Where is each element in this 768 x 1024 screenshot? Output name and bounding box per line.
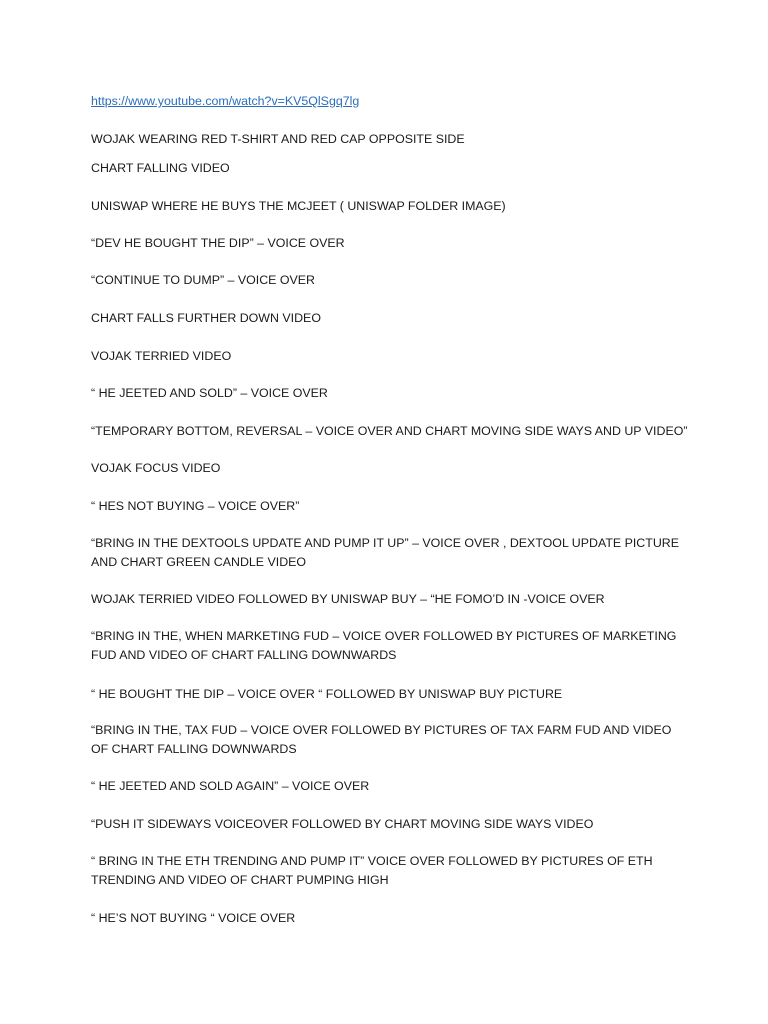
document-line: “PUSH IT SIDEWAYS VOICEOVER FOLLOWED BY CHART MOVING SIDE WAYS VIDEO xyxy=(91,817,594,831)
document-line: “ HE JEETED AND SOLD” – VOICE OVER xyxy=(91,386,328,400)
document-line: “ HES NOT BUYING – VOICE OVER” xyxy=(91,499,300,513)
document-line: “ HE BOUGHT THE DIP – VOICE OVER “ FOLLOWED BY UNISWAP BUY PICTURE xyxy=(91,687,563,701)
document-line: “BRING IN THE DEXTOOLS UPDATE AND PUMP IT UP” – VOICE OVER , DEXTOOL UPDATE PICTURE AND CHART GREEN CANDLE VIDEO xyxy=(91,536,679,569)
document-line: WOJAK WEARING RED T-SHIRT AND RED CAP OPPOSITE SIDE xyxy=(91,132,465,146)
document-line: “BRING IN THE, TAX FUD – VOICE OVER FOLLOWED BY PICTURES OF TAX FARM FUD AND VIDEO OF CHART FALLING DOWNWARDS xyxy=(91,723,672,756)
document-line: “TEMPORARY BOTTOM, REVERSAL – VOICE OVER AND CHART MOVING SIDE WAYS AND UP VIDEO” xyxy=(91,424,688,438)
document-line: CHART FALLS FURTHER DOWN VIDEO xyxy=(91,311,321,325)
document-line: “ HE JEETED AND SOLD AGAIN” – VOICE OVER xyxy=(91,779,370,793)
document-line: “DEV HE BOUGHT THE DIP” – VOICE OVER xyxy=(91,236,345,250)
document-line: “CONTINUE TO DUMP” – VOICE OVER xyxy=(91,273,315,287)
document-line: VOJAK TERRIED VIDEO xyxy=(91,349,232,363)
document-line: CHART FALLING VIDEO xyxy=(91,161,230,175)
document-line: UNISWAP WHERE HE BUYS THE MCJEET ( UNISWAP FOLDER IMAGE) xyxy=(91,199,506,213)
document-line: “ BRING IN THE ETH TRENDING AND PUMP IT” VOICE OVER FOLLOWED BY PICTURES OF ETH TRENDING AND VIDEO OF CHART PUMPING HIGH xyxy=(91,854,653,887)
document-line: “ HE’S NOT BUYING “ VOICE OVER xyxy=(91,911,296,925)
document-line: WOJAK TERRIED VIDEO FOLLOWED BY UNISWAP BUY – “HE FOMO’D IN -VOICE OVER xyxy=(91,592,605,606)
document-line: “BRING IN THE, WHEN MARKETING FUD – VOICE OVER FOLLOWED BY PICTURES OF MARKETING FUD AND VIDEO OF CHART FALLING DOWNWARDS xyxy=(91,629,677,662)
document-line: VOJAK FOCUS VIDEO xyxy=(91,461,221,475)
youtube-link[interactable]: https://www.youtube.com/watch?v=KV5QlSgq7lg xyxy=(91,94,360,108)
